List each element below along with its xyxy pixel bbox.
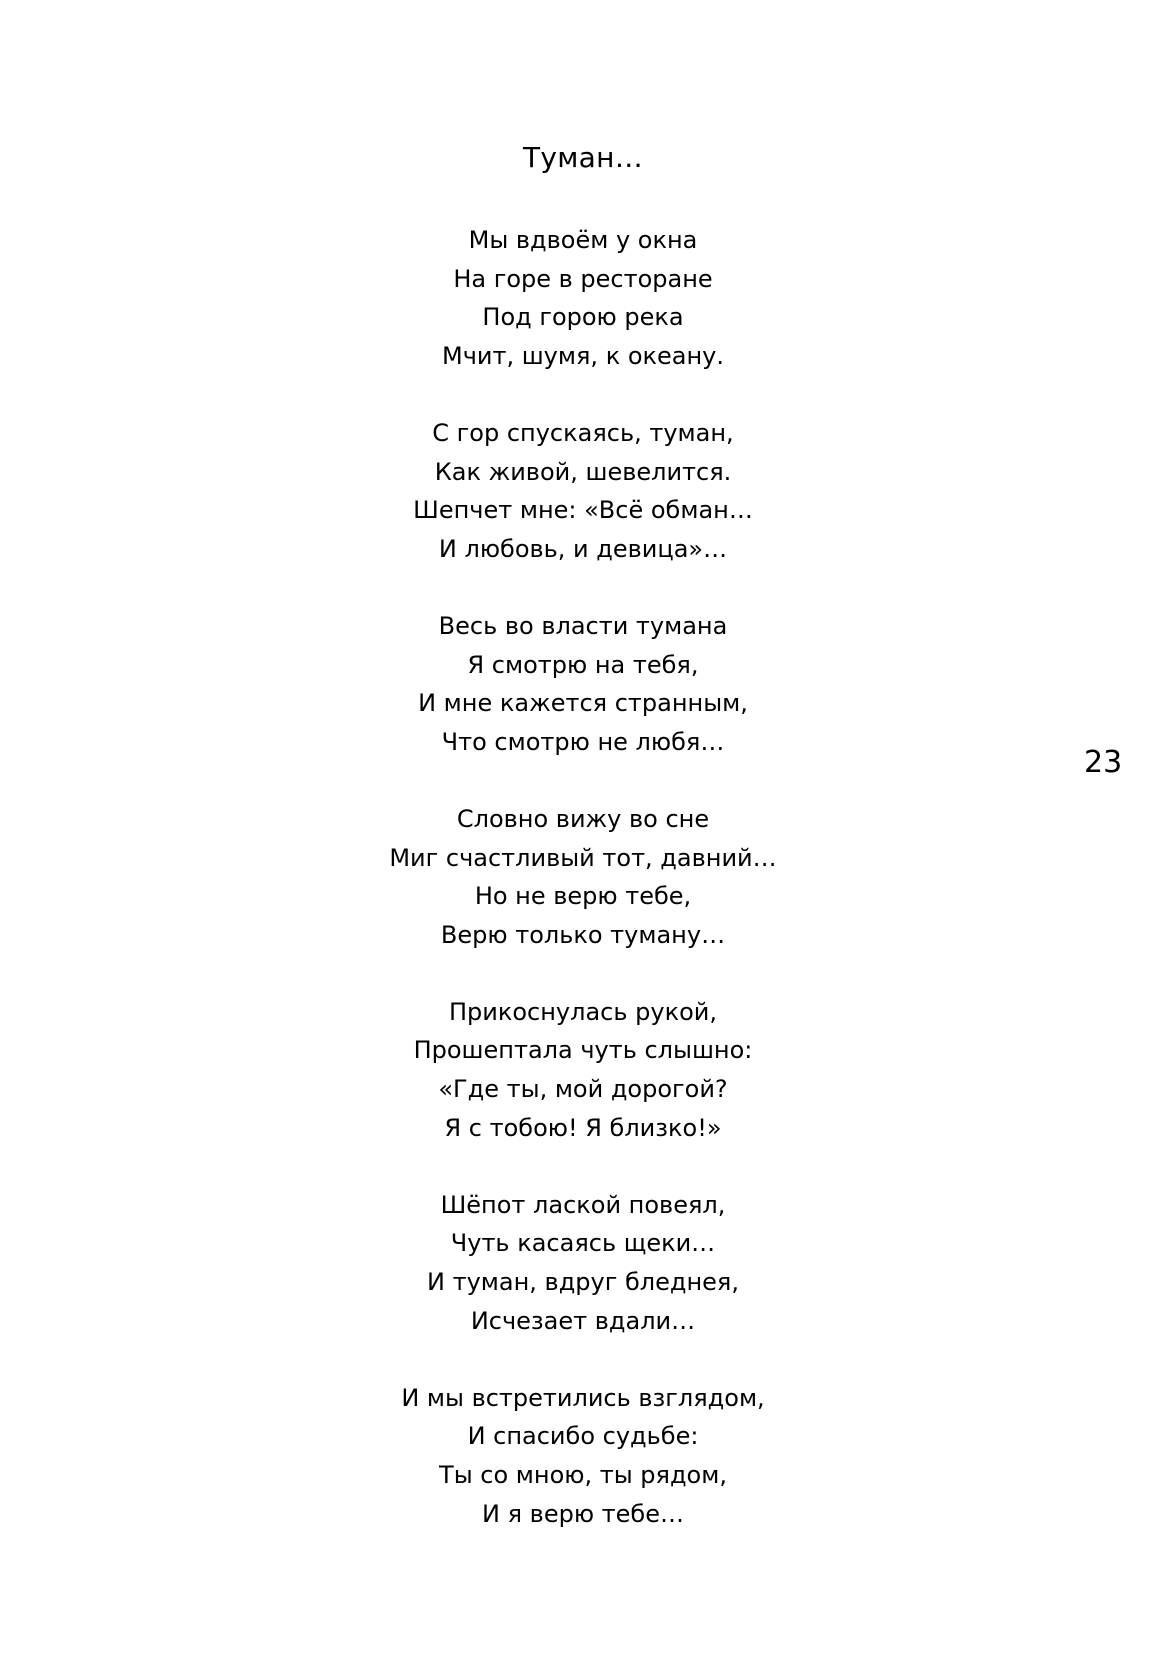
poem-line: И мне кажется странным, [418,689,748,718]
poem-title: Туман… [522,141,644,174]
poem-line: Шепчет мне: «Всё обман… [413,496,753,525]
poem-line: И спасибо судьбе: [467,1422,699,1451]
poem-line: Под горою река [482,303,684,332]
page-number: 23 [1084,745,1123,780]
poem-line: Ты со мною, ты рядом, [439,1461,727,1489]
poem-line: Что смотрю не любя… [441,727,725,756]
poem-line: Как живой, шевелится. [434,457,732,486]
poem-line: И туман, вдруг бледнея, [427,1268,739,1297]
stanza [0,800,1166,954]
stanza [0,607,1166,761]
poem-line: На горе в ресторане [453,264,713,293]
poem-line: Чуть касаясь щеки… [450,1229,716,1258]
poem-line: Прошептала чуть слышно: [413,1036,753,1065]
poem-line: Шёпот лаской повеял, [440,1190,726,1219]
poem-body [0,221,1166,1572]
stanza [0,414,1166,568]
poem-line: Но не верю тебе, [474,882,692,911]
poem-line: Мчит, шумя, к океану. [442,341,724,370]
poem-line: Верю только туману… [440,920,726,949]
stanza [0,993,1166,1147]
poem-line: С гор спускаясь, туман, [432,418,734,447]
poem-line: И мы встретились взглядом, [401,1383,765,1412]
poem-line: Прикоснулась рукой, [448,997,717,1026]
poem-line: Миг счастливый тот, давний… [389,843,777,872]
stanza [0,1186,1166,1340]
poem-line: И любовь, и девица»… [438,534,728,563]
poem-line: Весь во власти тумана [438,611,728,640]
poem-line: Я с тобою! Я близко!» [444,1113,722,1142]
poem-line: Мы вдвоём у окна [468,226,698,254]
stanza [0,221,1166,375]
poem-line: «Где ты, мой дорогой? [438,1075,728,1104]
poem-line: И я верю тебе… [482,1499,684,1528]
poem-line: Исчезает вдали… [470,1306,696,1335]
poem-line: Словно вижу во сне [456,804,710,833]
poem-line: Я смотрю на тебя, [467,650,699,679]
stanza [0,1379,1166,1533]
